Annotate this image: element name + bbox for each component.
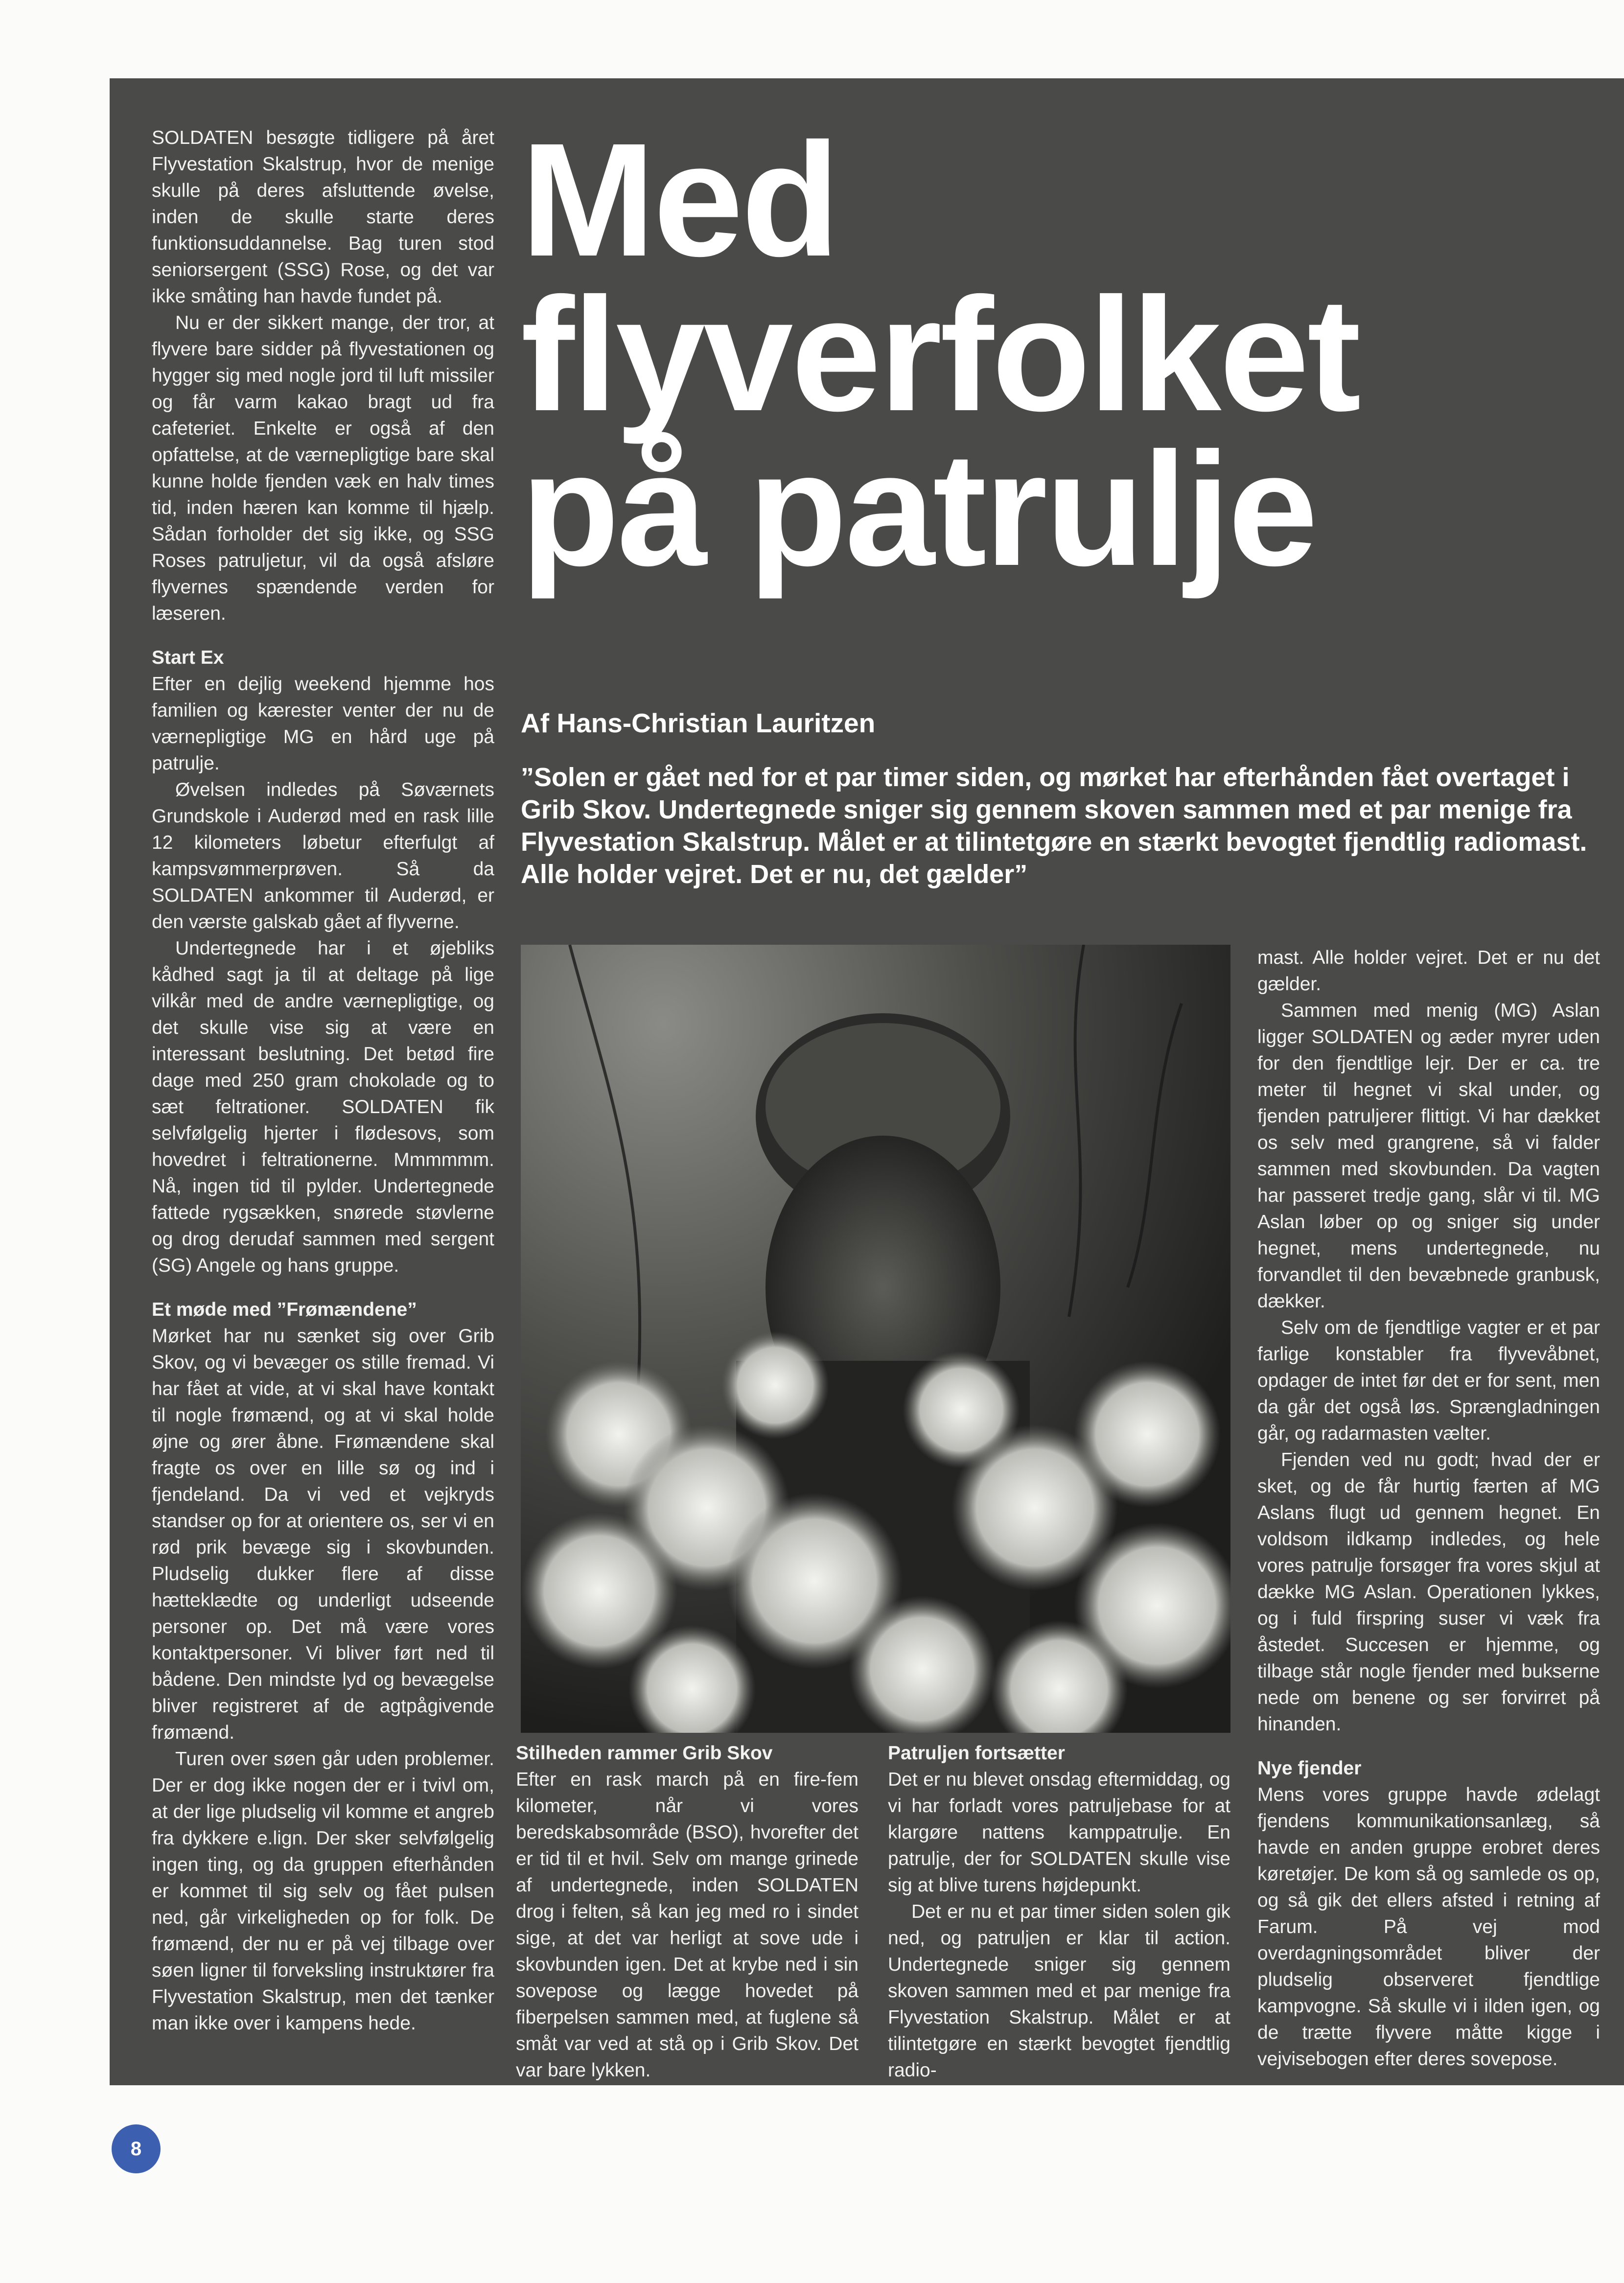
camouflaged-soldier-image: [521, 945, 1230, 1733]
col1-heading-froemaendene: Et møde med ”Frømændene”: [152, 1299, 417, 1320]
col3-paragraph-1: Det er nu blevet onsdag eftermiddag, og vi har forladt vores patruljebase for at klargøre nattens kamppatrulje. En patrulje, der for SOLDATEN skulle vise sig at blive turens højdepunkt.: [888, 1769, 1230, 1896]
col1-paragraph-6: Mørket har nu sænket sig over Grib Skov, og vi bevæger os stille fremad. Vi har fået at vide, at vi skal have kontakt til nogle frømænd, og at vi skal holde øjne og ører åbne. Frømændene skal fragte os over en lille sø og ind i fjendeland. Da vi ved et vejkryds standser op for at orientere os, ser vi en rød prik bevæge sig i skovbunden. Pludselig dukker flere af disse hætteklædte og underligt udseende personer op. Det må være vores kontaktpersoner. Vi bliver ført ned til bådene. Den mindste lyd og bevægelse bliver registreret af de agtpågivende frømænd.: [152, 1326, 494, 1743]
col4-heading-nye-fjender: Nye fjender: [1257, 1758, 1362, 1779]
lead-paragraph: ”Solen er gået ned for et par timer siden, og mørket har efterhånden fået overtaget i Grib Skov. Undertegnede sniger sig gennem skoven sammen med et par menige fra Flyvestation Skalstrup. Målet er at tilintetgøre en stærkt bevogtet fjendtlig radiomast. Alle holder vejret. Det er nu, det gælder”: [521, 763, 1587, 889]
headline-line-3: på patrulje: [521, 419, 1316, 599]
byline: Af Hans-Christian Lauritzen: [521, 708, 876, 738]
page-number-badge: 8: [112, 2124, 161, 2173]
column-2: [516, 1740, 858, 2084]
col4-paragraph-2: Sammen med menig (MG) Aslan ligger SOLDATEN og æder myrer uden for den fjendtlige lejr. Der er ca. tre meter til hegnet vi skal under, og fjenden patruljerer flittigt. Vi har dækket os selv med grangrene, så vi falder sammen med skovbunden. Da vagten har passeret tredje gang, slår vi til. MG Aslan løber op og sniger sig under hegnet, mens undertegnede, nu forvandlet til den bevæbnede granbusk, dækker.: [1257, 1000, 1600, 1312]
article-panel: [110, 78, 1624, 2085]
col2-paragraph-1: Efter en rask march på en fire-fem kilometer, når vi vores beredskabsområde (BSO), hvorefter det er tid til et hvil. Selv om mange grinede af undertegnede, inden SOLDATEN drog i felten, så kan jeg med ro i sindet sige, at det var herligt at sove ude i skovbunden igen. Det at krybe ned i sin sovepose og lægge hovedet på fiberpelsen sammen med, at fuglene så småt var ved at stå op i Grib Skov. Det var bare lykken.: [516, 1769, 858, 2081]
col1-paragraph-3: Efter en dejlig weekend hjemme hos familien og kærester venter der nu de værnepligtige MG en hård uge på patrulje.: [152, 674, 494, 774]
column-4: [1257, 945, 1600, 2073]
col1-paragraph-1: SOLDATEN besøgte tidligere på året Flyvestation Skalstrup, hvor de menige skulle på deres afsluttende øvelse, inden de skulle starte deres funktionsuddannelse. Bag turen stod seniorsergent (SSG) Rose, og det var ikke småting han havde fundet på.: [152, 127, 494, 307]
column-1: [152, 125, 494, 2037]
col4-paragraph-3: Selv om de fjendtlige vagter er et par farlige konstabler fra flyvevåbnet, opdager de intet før det er for sent, men da går det også løs. Sprængladningen går, og radarmasten vælter.: [1257, 1317, 1600, 1444]
col1-paragraph-4: Øvelsen indledes på Søværnets Grundskole i Auderød med en rask lille 12 kilometers løbetur efterfulgt af kampsvømmerprøven. Så da SOLDATEN ankommer til Auderød, er den værste galskab gået af flyverne.: [152, 779, 494, 932]
col1-heading-start-ex: Start Ex: [152, 647, 224, 668]
col1-paragraph-5: Undertegnede har i et øjebliks kådhed sagt ja til at deltage på lige vilkår med de andre værnepligtige, og det skulle vise sig at være en interessant beslutning. Det betød fire dage med 250 gram chokolade og to sæt feltrationer. SOLDATEN fik selvfølgelig hjerter i flødesovs, som hovedret i feltrationerne. Mmmmmm. Nå, ingen tid til pylder. Undertegnede fattede rygsækken, snørede støvlerne og drog derudaf sammen med sergent (SG) Angele og hans gruppe.: [152, 938, 494, 1276]
col3-paragraph-2: Det er nu et par timer siden solen gik ned, og patruljen er klar til action. Undertegnede sniger sig gennem skoven sammen med et par menige fra Flyvestation Skalstrup. Målet er at tilintetgøre en stærkt bevogtet fjendtlig radio-: [888, 1901, 1230, 2081]
col1-paragraph-7: Turen over søen går uden problemer. Der er dog ikke nogen der er i tvivl om, at der lige pludselig vil komme et angreb fra dykkere e.lign. Der sker selvfølgelig ingen ting, og da gruppen efterhånden er kommet til sig selv og fået pulsen ned, går virkeligheden op for folk. De frømænd, der nu er på vej tilbage over søen ligner til forveksling instruktører fra Flyvestation Skalstrup, men det tænker man ikke over i kampens hede.: [152, 1748, 494, 2034]
col4-paragraph-4: Fjenden ved nu godt; hvad der er sket, og de får hurtig færten af MG Aslans flugt ud gennem hegnet. En voldsom ildkamp indledes, og hele vores patrulje forsøger fra vores skjul at dække MG Aslan. Operationen lykkes, og i fuld firspring suser vi væk fra åstedet. Succesen er hjemme, og tilbage står nogle fjender med bukserne nede om benene og ser forvirret på hinanden.: [1257, 1449, 1600, 1735]
headline: [521, 109, 1359, 599]
col2-heading-stilheden: Stilheden rammer Grib Skov: [516, 1743, 773, 1764]
col4-paragraph-1: mast. Alle holder vejret. Det er nu det gælder.: [1257, 947, 1600, 995]
soldier-photo: [521, 945, 1230, 1733]
col1-paragraph-2: Nu er der sikkert mange, der tror, at flyvere bare sidder på flyvestationen og hygger sig med nogle jord til luft missiler og får varm kakao bragt ud fra cafeteriet. Enkelte er også af den opfattelse, at de værnepligtige bare skal kunne holde fjenden væk en halv times tid, inden hæren kan komme til hjælp. Sådan forholder det sig ikke, og SSG Roses patruljetur, vil da også afsløre flyvernes spændende verden for læseren.: [152, 312, 494, 624]
headline-line-2: flyverfolket: [521, 264, 1359, 444]
col4-paragraph-5: Mens vores gruppe havde ødelagt fjendens kommunikationsanlæg, så havde en anden gruppe erobret deres køretøjer. De kom så og samlede os op, og så gik det ellers afsted i retning af Farum. På vej mod overdagningsområdet bliver der pludselig observeret fjendtlige kampvogne. Så skulle vi i ilden igen, og de trætte flyvere måtte kigge i vejvisebogen efter deres sovepose.: [1257, 1784, 1600, 2070]
headline-line-1: Med: [521, 109, 838, 290]
column-3: [888, 1740, 1230, 2084]
col3-heading-patruljen: Patruljen fortsætter: [888, 1743, 1065, 1764]
